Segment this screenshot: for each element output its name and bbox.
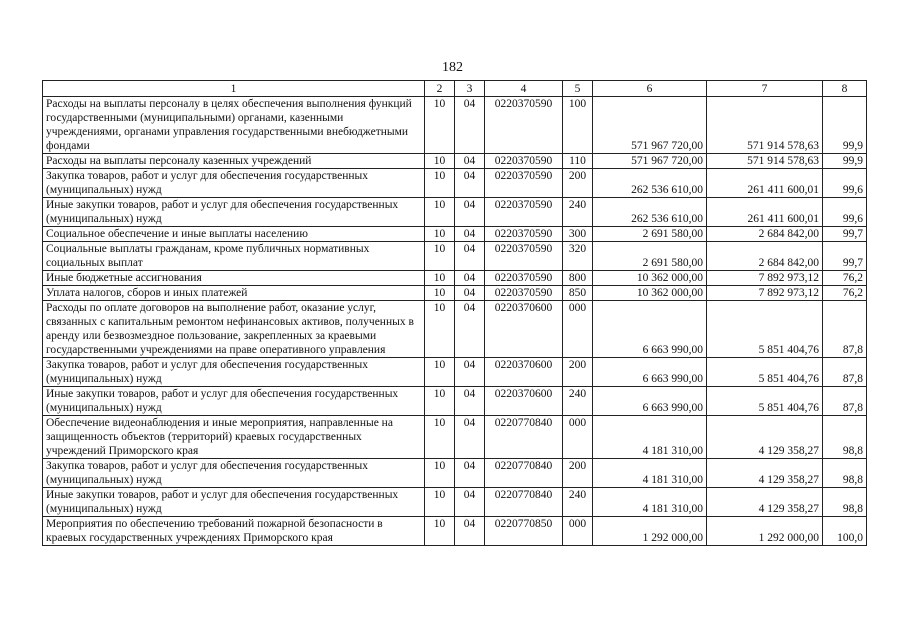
executed-amount-cell: 5 851 404,76 <box>707 387 823 416</box>
subsection-code-cell: 04 <box>455 198 485 227</box>
target-article-cell: 0220370600 <box>485 358 563 387</box>
executed-amount-cell: 5 851 404,76 <box>707 358 823 387</box>
execution-percent-cell: 98,8 <box>823 416 867 459</box>
expense-type-cell: 200 <box>563 358 593 387</box>
expense-type-cell: 800 <box>563 271 593 286</box>
executed-amount-cell: 571 914 578,63 <box>707 97 823 154</box>
column-header: 2 <box>425 81 455 97</box>
section-code-cell: 10 <box>425 416 455 459</box>
row-name-cell: Закупка товаров, работ и услуг для обеспечения государственных (муниципальных) нужд <box>43 169 425 198</box>
section-code-cell: 10 <box>425 286 455 301</box>
executed-amount-cell: 4 129 358,27 <box>707 459 823 488</box>
target-article-cell: 0220370590 <box>485 271 563 286</box>
target-article-cell: 0220370590 <box>485 154 563 169</box>
planned-amount-cell: 571 967 720,00 <box>593 154 707 169</box>
section-code-cell: 10 <box>425 517 455 546</box>
planned-amount-cell: 6 663 990,00 <box>593 358 707 387</box>
expense-type-cell: 000 <box>563 416 593 459</box>
subsection-code-cell: 04 <box>455 97 485 154</box>
section-code-cell: 10 <box>425 271 455 286</box>
execution-percent-cell: 99,9 <box>823 154 867 169</box>
target-article-cell: 0220370590 <box>485 97 563 154</box>
planned-amount-cell: 10 362 000,00 <box>593 271 707 286</box>
expense-type-cell: 000 <box>563 301 593 358</box>
subsection-code-cell: 04 <box>455 242 485 271</box>
row-name-cell: Закупка товаров, работ и услуг для обеспечения государственных (муниципальных) нужд <box>43 459 425 488</box>
subsection-code-cell: 04 <box>455 459 485 488</box>
row-name-cell: Иные бюджетные ассигнования <box>43 271 425 286</box>
row-name-cell: Социальное обеспечение и иные выплаты населению <box>43 227 425 242</box>
executed-amount-cell: 4 129 358,27 <box>707 416 823 459</box>
budget-table <box>42 80 867 546</box>
row-name-cell: Расходы на выплаты персоналу в целях обеспечения выполнения функций государственными (муниципальными) органами, казенными учреждениями, органами управления государственными внебюджетными фондами <box>43 97 425 154</box>
row-name-cell: Расходы по оплате договоров на выполнение работ, оказание услуг, связанных с капитальным ремонтом нефинансовых активов, полученных в аренду или безвозмездное пользование, закрепленных за краевыми государственными учреждениями на праве оперативного управления <box>43 301 425 358</box>
executed-amount-cell: 7 892 973,12 <box>707 286 823 301</box>
subsection-code-cell: 04 <box>455 301 485 358</box>
execution-percent-cell: 76,2 <box>823 271 867 286</box>
section-code-cell: 10 <box>425 459 455 488</box>
table-row <box>43 271 867 286</box>
header-row <box>43 81 867 97</box>
planned-amount-cell: 6 663 990,00 <box>593 301 707 358</box>
executed-amount-cell: 5 851 404,76 <box>707 301 823 358</box>
target-article-cell: 0220370590 <box>485 286 563 301</box>
table-row <box>43 169 867 198</box>
row-name-cell: Расходы на выплаты персоналу казенных учреждений <box>43 154 425 169</box>
subsection-code-cell: 04 <box>455 387 485 416</box>
executed-amount-cell: 2 684 842,00 <box>707 242 823 271</box>
executed-amount-cell: 261 411 600,01 <box>707 169 823 198</box>
row-name-cell: Социальные выплаты гражданам, кроме публичных нормативных социальных выплат <box>43 242 425 271</box>
target-article-cell: 0220370600 <box>485 301 563 358</box>
expense-type-cell: 300 <box>563 227 593 242</box>
executed-amount-cell: 261 411 600,01 <box>707 198 823 227</box>
expense-type-cell: 100 <box>563 97 593 154</box>
expense-type-cell: 240 <box>563 198 593 227</box>
table-row <box>43 286 867 301</box>
expense-type-cell: 850 <box>563 286 593 301</box>
execution-percent-cell: 87,8 <box>823 387 867 416</box>
section-code-cell: 10 <box>425 242 455 271</box>
subsection-code-cell: 04 <box>455 227 485 242</box>
column-header: 4 <box>485 81 563 97</box>
target-article-cell: 0220770850 <box>485 517 563 546</box>
table-row <box>43 97 867 154</box>
table-row <box>43 154 867 169</box>
row-name-cell: Иные закупки товаров, работ и услуг для обеспечения государственных (муниципальных) нужд <box>43 488 425 517</box>
section-code-cell: 10 <box>425 198 455 227</box>
subsection-code-cell: 04 <box>455 488 485 517</box>
executed-amount-cell: 4 129 358,27 <box>707 488 823 517</box>
section-code-cell: 10 <box>425 358 455 387</box>
subsection-code-cell: 04 <box>455 271 485 286</box>
expense-type-cell: 240 <box>563 488 593 517</box>
executed-amount-cell: 7 892 973,12 <box>707 271 823 286</box>
section-code-cell: 10 <box>425 387 455 416</box>
section-code-cell: 10 <box>425 97 455 154</box>
target-article-cell: 0220370600 <box>485 387 563 416</box>
planned-amount-cell: 4 181 310,00 <box>593 488 707 517</box>
table-row <box>43 358 867 387</box>
table-row <box>43 198 867 227</box>
column-header: 3 <box>455 81 485 97</box>
planned-amount-cell: 1 292 000,00 <box>593 517 707 546</box>
execution-percent-cell: 98,8 <box>823 488 867 517</box>
subsection-code-cell: 04 <box>455 169 485 198</box>
expense-type-cell: 200 <box>563 169 593 198</box>
planned-amount-cell: 262 536 610,00 <box>593 169 707 198</box>
target-article-cell: 0220370590 <box>485 227 563 242</box>
row-name-cell: Иные закупки товаров, работ и услуг для обеспечения государственных (муниципальных) нужд <box>43 198 425 227</box>
execution-percent-cell: 99,7 <box>823 242 867 271</box>
planned-amount-cell: 262 536 610,00 <box>593 198 707 227</box>
planned-amount-cell: 4 181 310,00 <box>593 459 707 488</box>
section-code-cell: 10 <box>425 154 455 169</box>
table-row <box>43 459 867 488</box>
row-name-cell: Иные закупки товаров, работ и услуг для обеспечения государственных (муниципальных) нужд <box>43 387 425 416</box>
execution-percent-cell: 87,8 <box>823 301 867 358</box>
subsection-code-cell: 04 <box>455 286 485 301</box>
table-row <box>43 416 867 459</box>
expense-type-cell: 200 <box>563 459 593 488</box>
target-article-cell: 0220370590 <box>485 169 563 198</box>
table-row <box>43 387 867 416</box>
table-row <box>43 242 867 271</box>
execution-percent-cell: 98,8 <box>823 459 867 488</box>
expense-type-cell: 110 <box>563 154 593 169</box>
target-article-cell: 0220370590 <box>485 242 563 271</box>
table-row <box>43 517 867 546</box>
page-number: 182 <box>442 60 463 75</box>
section-code-cell: 10 <box>425 169 455 198</box>
planned-amount-cell: 2 691 580,00 <box>593 242 707 271</box>
execution-percent-cell: 87,8 <box>823 358 867 387</box>
planned-amount-cell: 571 967 720,00 <box>593 97 707 154</box>
subsection-code-cell: 04 <box>455 416 485 459</box>
row-name-cell: Обеспечение видеонаблюдения и иные мероприятия, направленные на защищенность объектов (территорий) краевых государственных учреждений Приморского края <box>43 416 425 459</box>
subsection-code-cell: 04 <box>455 517 485 546</box>
subsection-code-cell: 04 <box>455 358 485 387</box>
row-name-cell: Закупка товаров, работ и услуг для обеспечения государственных (муниципальных) нужд <box>43 358 425 387</box>
subsection-code-cell: 04 <box>455 154 485 169</box>
execution-percent-cell: 76,2 <box>823 286 867 301</box>
executed-amount-cell: 1 292 000,00 <box>707 517 823 546</box>
section-code-cell: 10 <box>425 488 455 517</box>
table-row <box>43 301 867 358</box>
column-header: 6 <box>593 81 707 97</box>
target-article-cell: 0220770840 <box>485 488 563 517</box>
target-article-cell: 0220770840 <box>485 416 563 459</box>
execution-percent-cell: 99,9 <box>823 97 867 154</box>
execution-percent-cell: 99,6 <box>823 169 867 198</box>
section-code-cell: 10 <box>425 227 455 242</box>
column-header: 1 <box>43 81 425 97</box>
target-article-cell: 0220770840 <box>485 459 563 488</box>
expense-type-cell: 000 <box>563 517 593 546</box>
execution-percent-cell: 99,7 <box>823 227 867 242</box>
column-header: 8 <box>823 81 867 97</box>
expense-type-cell: 240 <box>563 387 593 416</box>
planned-amount-cell: 6 663 990,00 <box>593 387 707 416</box>
executed-amount-cell: 571 914 578,63 <box>707 154 823 169</box>
table-body <box>43 97 867 546</box>
row-name-cell: Уплата налогов, сборов и иных платежей <box>43 286 425 301</box>
table-row <box>43 488 867 517</box>
planned-amount-cell: 10 362 000,00 <box>593 286 707 301</box>
table-row <box>43 227 867 242</box>
target-article-cell: 0220370590 <box>485 198 563 227</box>
execution-percent-cell: 100,0 <box>823 517 867 546</box>
row-name-cell: Мероприятия по обеспечению требований пожарной безопасности в краевых государственных учреждениях Приморского края <box>43 517 425 546</box>
column-header: 5 <box>563 81 593 97</box>
expense-type-cell: 320 <box>563 242 593 271</box>
section-code-cell: 10 <box>425 301 455 358</box>
planned-amount-cell: 2 691 580,00 <box>593 227 707 242</box>
execution-percent-cell: 99,6 <box>823 198 867 227</box>
executed-amount-cell: 2 684 842,00 <box>707 227 823 242</box>
column-header: 7 <box>707 81 823 97</box>
planned-amount-cell: 4 181 310,00 <box>593 416 707 459</box>
